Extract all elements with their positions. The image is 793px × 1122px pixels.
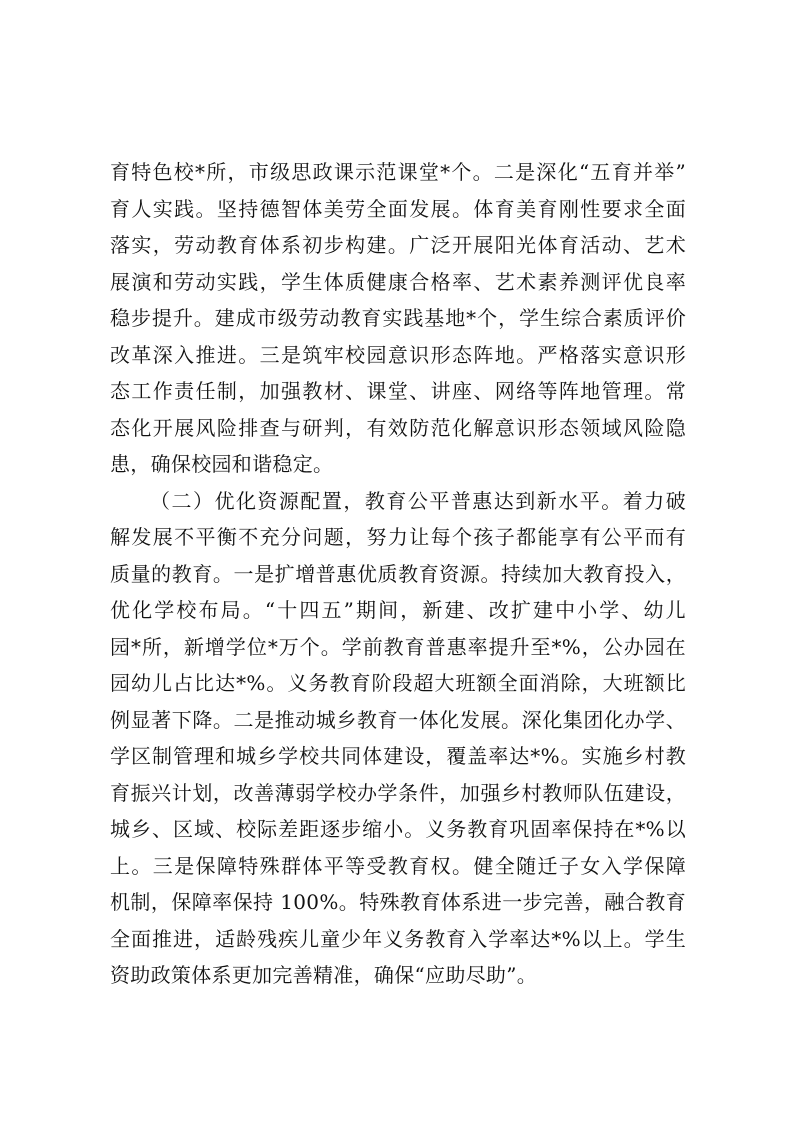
text-line: 落实，劳动教育体系初步构建。广泛开展阳光体育活动、艺术 <box>110 233 686 257</box>
text-line: 育人实践。坚持德智体美劳全面发展。体育美育刚性要求全面 <box>110 196 686 221</box>
text-line: 城乡、区域、校际差距逐步缩小。义务教育巩固率保持在*%以 <box>110 817 686 841</box>
text-line: 优化学校布局。“十四五”期间，新建、改扩建中小学、幼儿 <box>110 598 686 622</box>
text-line: 育特色校*所，市级思政课示范课堂*个。二是深化“五育并举” <box>110 160 686 184</box>
text-line: 资助政策体系更加完善精准，确保“应助尽助”。 <box>110 963 538 987</box>
text-line: 解发展不平衡不充分问题，努力让每个孩子都能享有公平而有 <box>110 525 686 549</box>
text-line: 例显著下降。二是推动城乡教育一体化发展。深化集团化办学、 <box>110 707 686 732</box>
text-line: 学区制管理和城乡学校共同体建设，覆盖率达*%。实施乡村教 <box>110 744 686 768</box>
text-line: 态工作责任制，加强教材、课堂、讲座、网络等阵地管理。常 <box>110 379 686 403</box>
text-line: 全面推进，适龄残疾儿童少年义务教育入学率达*%以上。学生 <box>110 926 686 951</box>
text-line: 质量的教育。一是扩增普惠优质教育资源。持续加大教育投入， <box>110 561 686 586</box>
section-heading-line: （二）优化资源配置，教育公平普惠达到新水平。着力破 <box>150 488 686 513</box>
body-text <box>110 154 686 994</box>
text-line: 上。三是保障特殊群体平等受教育权。健全随迁子女入学保障 <box>110 853 686 878</box>
text-line: 机制，保障率保持 100%。特殊教育体系进一步完善，融合教育 <box>110 890 686 914</box>
text-line: 展演和劳动实践，学生体质健康合格率、艺术素养测评优良率 <box>110 269 686 294</box>
text-line: 园幼儿占比达*%。义务教育阶段超大班额全面消除，大班额比 <box>110 671 686 695</box>
text-line: 育振兴计划，改善薄弱学校办学条件，加强乡村教师队伍建设， <box>110 780 686 805</box>
text-line: 态化开展风险排查与研判，有效防范化解意识形态领域风险隐 <box>110 415 686 440</box>
text-line: 园*所，新增学位*万个。学前教育普惠率提升至*%，公办园在 <box>110 634 686 659</box>
text-line: 改革深入推进。三是筑牢校园意识形态阵地。严格落实意识形 <box>110 342 686 367</box>
text-line: 稳步提升。建成市级劳动教育实践基地*个，学生综合素质评价 <box>110 306 686 330</box>
text-line: 患，确保校园和谐稳定。 <box>110 452 334 476</box>
